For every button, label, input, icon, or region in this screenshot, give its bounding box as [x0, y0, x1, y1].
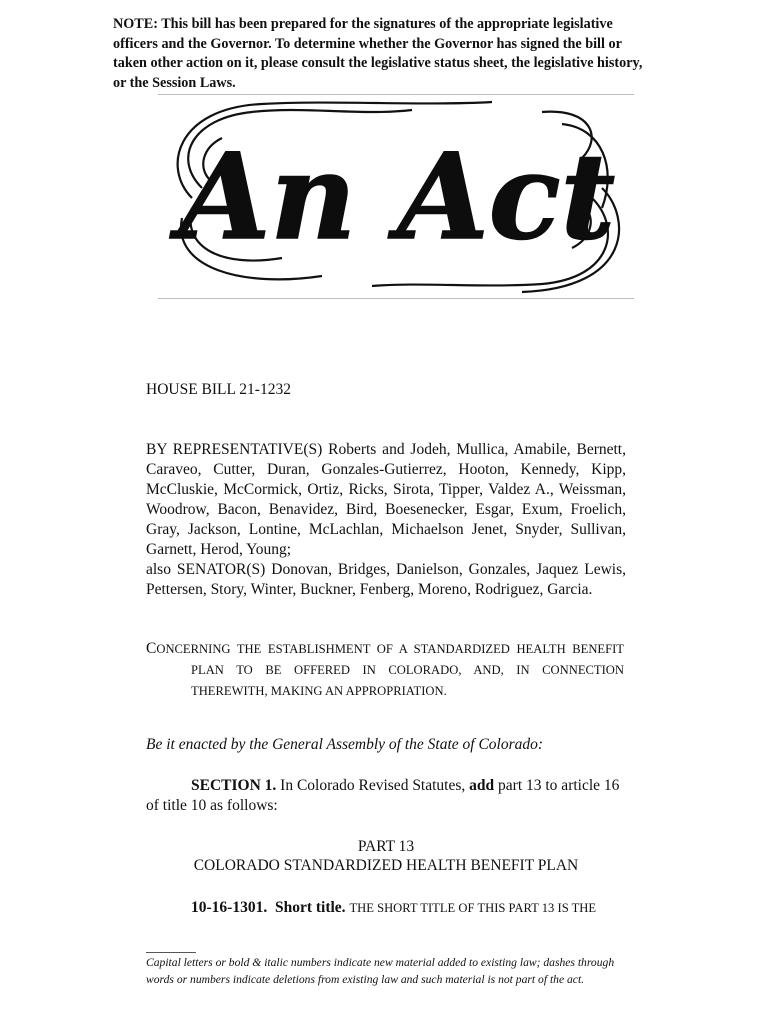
an-act-banner-art — [162, 98, 632, 294]
footnote: Capital letters or bold & italic numbers indicate new material added to existing law; dashes through words or numbers indicate deletions from existing law and such material is not part of the act. — [146, 956, 615, 986]
short-title-heading: Short title. — [274, 899, 346, 916]
short-title-line — [191, 899, 596, 917]
an-act-banner — [162, 98, 632, 294]
banner-bottom-rule — [158, 298, 634, 299]
sponsors-block — [146, 440, 626, 600]
section-1-paragraph — [146, 776, 626, 816]
bill-number: HOUSE BILL 21-1232 — [146, 381, 291, 398]
short-title-section: 10-16-1301. — [191, 899, 268, 916]
part-number: PART 13 — [357, 838, 415, 855]
section-1-add: add — [469, 777, 495, 794]
concerning-initial: C — [146, 640, 157, 657]
part-title: COLORADO STANDARDIZED HEALTH BENEFIT PLAN — [193, 857, 579, 874]
representatives-list: BY REPRESENTATIVE(S) Roberts and Jodeh, Mullica, Amabile, Bernett, Caraveo, Cutter, Duran, Gonzales-Gutierrez, Hooton, Kennedy, Kipp, McCluskie, McCormick, Ortiz, Ricks, Sirota, Tipper, Valdez A., Weissman, Woodrow, Bacon, Benavidez, Bird, Boesenecker, Esgar, Exum, Froelich, Gray, Jackson, Lontine, McLachlan, Michaelson Jenet, Snyder, Sullivan, Garnett, Herod, Young; — [146, 441, 626, 558]
section-1-text-b: part 13 to article 16 of title 10 as follows: — [146, 777, 620, 814]
an-act-title: An Act — [178, 127, 616, 266]
enacting-clause: Be it enacted by the General Assembly of the State of Colorado: — [146, 736, 544, 753]
footnote-rule — [146, 952, 196, 953]
short-title-text: THE SHORT TITLE OF THIS PART 13 IS THE — [349, 901, 597, 915]
section-1-label: SECTION 1. — [191, 777, 277, 794]
note-paragraph: NOTE: This bill has been prepared for the signatures of the appropriate legislative officers and the Governor. To determine whether the Governor has signed the bill or taken other action on it, please consult the legislative status sheet, the legislative history, or the Session Laws. — [113, 16, 643, 91]
banner-top-rule — [158, 94, 634, 95]
concerning-clause — [146, 638, 624, 702]
section-1-text-a: In Colorado Revised Statutes, — [280, 777, 466, 794]
senators-list: also SENATOR(S) Donovan, Bridges, Danielson, Gonzales, Jaquez Lewis, Pettersen, Story, Winter, Buckner, Fenberg, Moreno, Rodriguez, Garcia. — [146, 561, 626, 598]
concerning-text: ONCERNING THE ESTABLISHMENT OF A STANDARDIZED HEALTH BENEFIT PLAN TO BE OFFERED IN COLORADO, AND, IN CONNECTION THEREWITH, MAKING AN APPROPRIATION. — [156, 642, 624, 698]
